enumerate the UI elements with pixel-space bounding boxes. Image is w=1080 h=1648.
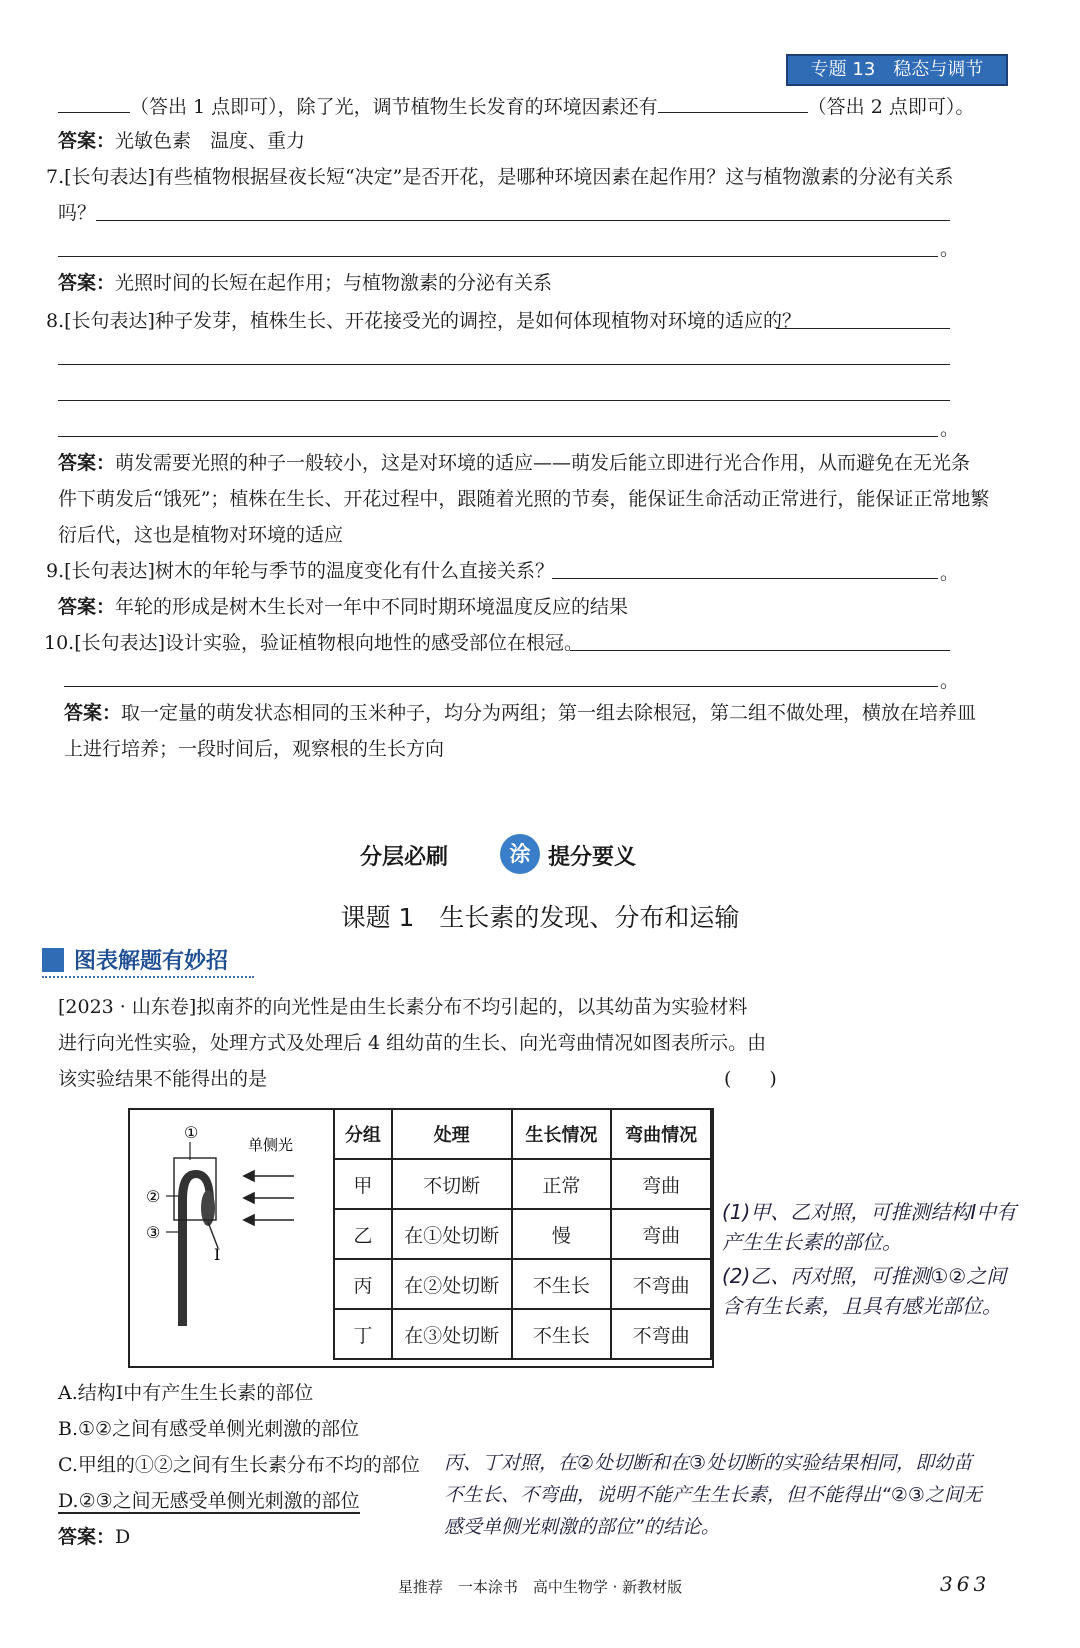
table-row [334,1159,711,1209]
answer-label: 答案： [64,702,122,724]
table-row [334,1209,711,1259]
q6-answer [58,128,305,154]
table-cell: 不生长 [512,1259,612,1309]
q8-end-mark: 。 [940,418,960,440]
q6-blank-1[interactable] [58,92,130,113]
q6-text-a: （答出 1 点即可），除了光，调节植物生长发育的环境因素还有 [130,96,658,118]
q8-answer-line-1[interactable] [776,328,950,329]
q7-end-mark: 。 [940,238,960,260]
table-cell: 不切断 [392,1159,512,1209]
table-cell: 丁 [334,1309,392,1359]
handwritten-note-1b: 产生生长素的部位。 [722,1230,902,1254]
table-header: 生长情况 [512,1109,612,1159]
handwritten-note-3a: 丙、丁对照，在②处切断和在③处切断的实验结果相同，即幼苗 [444,1452,973,1474]
light-arrows [244,1171,294,1225]
problem-stem-2: 进行向光性实验，处理方式及处理后 4 组幼苗的生长、向光弯曲情况如图表所示。由 [58,1032,767,1054]
table-header: 分组 [334,1109,392,1159]
q10-answer-text-1: 取一定量的萌发状态相同的玉米种子，均分为两组；第一组去除根冠，第二组不做处理，横放在培养皿 [121,702,977,724]
table-row [334,1309,711,1359]
q8-tag: [长句表达] [64,310,155,332]
handwritten-note-2b: 含有生长素，且具有感光部位。 [722,1294,1002,1318]
light-label: 单侧光 [248,1136,294,1154]
q7-answer-line-2[interactable] [58,256,938,257]
light-arrow-head [244,1215,254,1225]
table-cell: 弯曲 [611,1209,711,1259]
q7-stem-2: 吗？ [58,202,97,224]
answer-label: 答案： [58,596,116,618]
table-cell: 丙 [334,1259,392,1309]
problem-answer-text: D [115,1526,131,1548]
option-d-text: D.②③之间无感受单侧光刺激的部位 [58,1490,360,1512]
option-b[interactable]: B.①②之间有感受单侧光刺激的部位 [58,1418,360,1440]
q8-answer-1 [58,450,970,476]
q10-tag: [长句表达] [74,632,166,654]
q9-end-mark: 。 [940,562,960,584]
seedling-diagram [130,1110,330,1366]
answer-label: 答案： [58,1526,116,1548]
topic-badge: 专题 13 稳态与调节 [786,54,1008,86]
q10-answer-line-1[interactable] [570,650,950,651]
q10-answer-1 [64,700,976,726]
table-cell: 慢 [512,1209,612,1259]
problem-stem-3: 该实验结果不能得出的是 [58,1068,268,1090]
q7-stem [46,164,953,190]
q9-answer [58,594,628,620]
q9-stem [46,558,554,584]
option-d[interactable] [58,1488,360,1514]
q8-answer-line-2[interactable] [58,364,950,365]
q7-answer-line-1[interactable] [96,220,950,221]
q6-answer-text: 光敏色素 温度、重力 [115,130,306,152]
table-cell: 弯曲 [611,1159,711,1209]
table-header: 弯曲情况 [611,1109,711,1159]
handwritten-note-3c: 感受单侧光刺激的部位”的结论。 [444,1516,720,1538]
q7-tag: [长句表达] [64,166,155,188]
problem-stem-1 [58,994,747,1020]
q8-answer-line-3[interactable] [58,400,950,401]
q8-stem [46,308,801,334]
section-banner [360,832,720,876]
table-cell: 乙 [334,1209,392,1259]
handwritten-note-3b: 不生长、不弯曲，说明不能产生生长素，但不能得出“②③之间无 [444,1484,982,1506]
results-table [333,1108,712,1360]
q9-tag: [长句表达] [64,560,155,582]
experiment-figure [128,1108,714,1368]
option-a[interactable]: A.结构Ⅰ中有产生生长素的部位 [58,1382,314,1404]
tip-heading [42,944,254,978]
handwritten-note-1a: (1)甲、乙对照，可推测结构I中有 [722,1200,1017,1224]
answer-bracket[interactable]: ( ) [724,1068,777,1090]
q6-blank-2[interactable] [658,92,808,113]
q8-answer-line-4[interactable] [58,436,938,437]
problem-source: [2023 · 山东卷] [58,996,197,1018]
option-c[interactable]: C.甲组的①②之间有生长素分布不均的部位 [58,1454,420,1476]
banner-left-text: 分层必刷 [360,845,449,870]
answer-label: 答案： [58,130,116,152]
table-header-row [334,1109,711,1159]
q8-text: 种子发芽，植株生长、开花接受光的调控，是如何体现植物对环境的适应的？ [154,310,801,332]
q9-answer-text: 年轮的形成是树木生长对一年中不同时期环境温度反应的结果 [115,596,629,618]
page-footer: 星推荐 一本涂书 高中生物学 · 新教材版 [397,1578,683,1596]
problem-answer [58,1524,130,1550]
table-cell: 在①处切断 [392,1209,512,1259]
mark-2: ② [146,1187,161,1206]
handwritten-note-2a: (2)乙、丙对照，可推测①②之间 [722,1264,1007,1288]
q9-text: 树木的年轮与季节的温度变化有什么直接关系？ [154,560,554,582]
q10-end-mark: 。 [940,670,960,692]
banner-right-text: 提分要义 [548,845,637,870]
mark-3: ③ [146,1223,161,1242]
paint-brush-icon: 涂 [500,834,540,874]
q7-number: 7. [46,166,65,188]
q8-answer-3: 衍后代，这也是植物对环境的适应 [58,524,344,546]
q8-answer-2: 件下萌发后“饿死”；植株在生长、开花过程中，跟随着光照的节奏，能保证生命活动正常进行，能保证正常地繁 [58,488,990,510]
q7-text: 有些植物根据昼夜长短“决定”是否开花，是哪种环境因素在起作用？这与植物激素的分泌有关系 [154,166,954,188]
table-cell: 正常 [512,1159,612,1209]
table-cell: 在③处切断 [392,1309,512,1359]
q8-answer-text-1: 萌发需要光照的种子一般较小，这是对环境的适应——萌发后能立即进行光合作用，从而避免在无光条 [115,452,971,474]
table-cell: 不弯曲 [611,1309,711,1359]
table-row [334,1259,711,1309]
square-bullet-icon [42,948,64,972]
q9-answer-line[interactable] [552,578,938,579]
table-cell: 甲 [334,1159,392,1209]
answer-label: 答案： [58,272,116,294]
table-cell: 不生长 [512,1309,612,1359]
q10-answer-line-2[interactable] [64,686,938,687]
q9-number: 9. [46,560,65,582]
q6-line [58,92,974,120]
light-arrow-head [244,1171,254,1181]
q7-answer-text: 光照时间的长短在起作用；与植物激素的分泌有关系 [115,272,553,294]
q10-text: 设计实验，验证植物根向地性的感受部位在根冠。 [165,632,584,654]
lesson-title: 课题 1 生长素的发现、分布和运输 [340,903,740,932]
seedling-stem [178,1196,187,1326]
table-cell: 不弯曲 [611,1259,711,1309]
light-arrow-head [244,1193,254,1203]
answer-label: 答案： [58,452,116,474]
mark-1: ① [184,1123,199,1142]
problem-stem-text-1: 拟南芥的向光性是由生长素分布不均引起的，以其幼苗为实验材料 [196,996,748,1018]
page-number: 363 [940,1572,991,1596]
q6-text-b: （答出 2 点即可）。 [807,96,975,118]
q7-answer [58,270,552,296]
table-cell: 在②处切断 [392,1259,512,1309]
tip-heading-text: 图表解题有妙招 [74,949,229,974]
table-header: 处理 [392,1109,512,1159]
q8-number: 8. [46,310,65,332]
structure-label: I [214,1245,221,1264]
q10-stem [44,630,583,656]
q10-answer-2: 上进行培养；一段时间后，观察根的生长方向 [64,738,445,760]
q10-number: 10. [44,632,75,654]
